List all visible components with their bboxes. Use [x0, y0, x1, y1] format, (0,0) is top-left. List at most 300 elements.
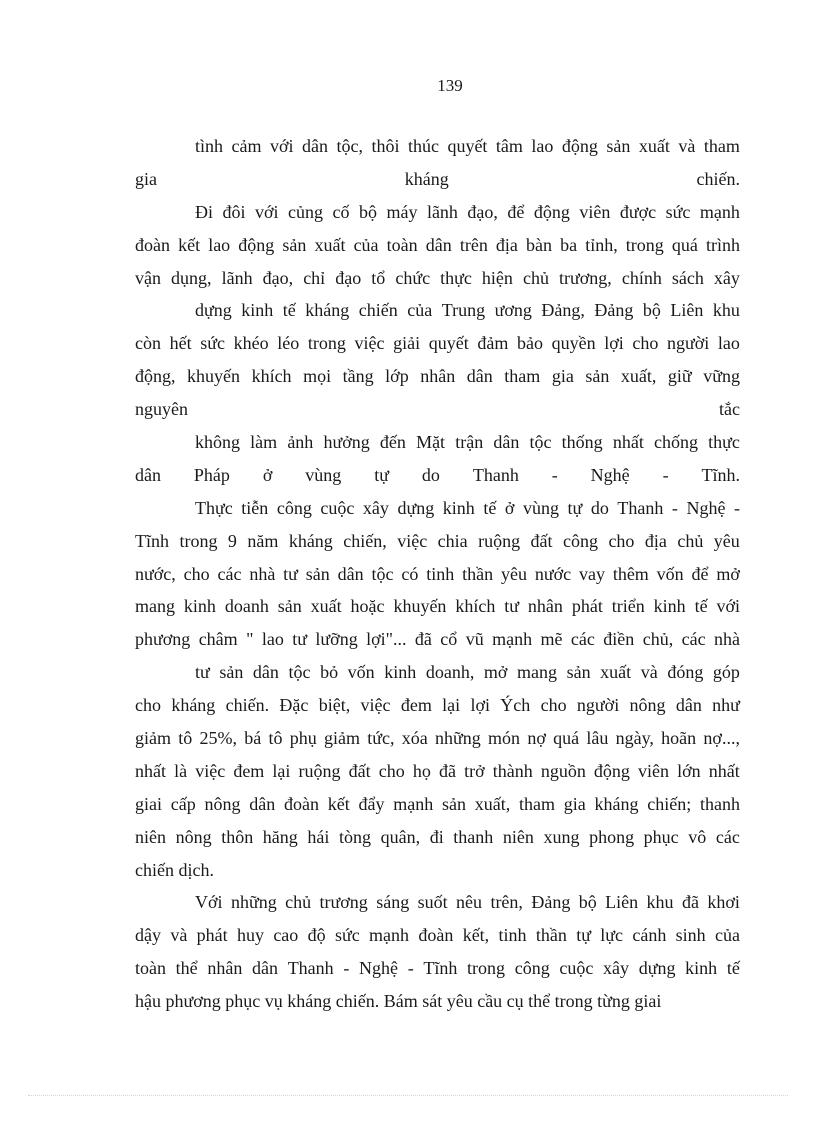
- word: dân: [675, 695, 702, 716]
- word: Mặt: [416, 432, 446, 453]
- word: ba: [560, 234, 578, 255]
- word: niên: [502, 826, 534, 847]
- word: họ: [412, 760, 431, 781]
- word: dân: [252, 958, 279, 979]
- word: đi: [429, 826, 444, 847]
- word: cuộc: [559, 958, 594, 979]
- text-line: [135, 327, 740, 360]
- word: sáng: [376, 892, 410, 913]
- word: mẽ: [540, 629, 563, 650]
- word: mạnh: [492, 629, 533, 650]
- footer-divider: [28, 1095, 788, 1096]
- word: mọi: [303, 366, 332, 387]
- word: doanh,: [425, 662, 475, 683]
- word: kháng: [171, 695, 216, 716]
- word: vùng: [522, 497, 559, 518]
- word: lao: [531, 136, 554, 156]
- word: Thanh: [472, 464, 519, 485]
- word: tộc: [371, 563, 394, 584]
- word: trên: [459, 234, 488, 255]
- word: toàn: [135, 958, 166, 979]
- word: chiến.: [225, 695, 270, 716]
- word: dân: [252, 662, 279, 683]
- word: -: [407, 958, 414, 979]
- word: gia: [551, 366, 574, 387]
- word: ruộng: [478, 530, 521, 551]
- word: khuyến: [187, 366, 241, 387]
- word: trương,: [559, 267, 612, 288]
- word: chủ: [677, 530, 704, 551]
- word: động: [533, 201, 570, 222]
- word: tộc: [529, 432, 552, 453]
- word: kháng: [288, 530, 333, 551]
- word: cho: [608, 530, 635, 551]
- word: kinh: [183, 596, 216, 617]
- word: vận: [135, 267, 161, 288]
- word: đã: [438, 760, 456, 781]
- word: kết: [178, 234, 201, 255]
- word: đoàn: [418, 925, 454, 946]
- word: bộ: [358, 201, 377, 222]
- text-line: [135, 196, 740, 229]
- word: cho: [632, 333, 659, 354]
- word: Thanh: [287, 958, 334, 979]
- page-number: 139: [437, 76, 463, 95]
- word: khích: [251, 366, 292, 387]
- word: mang: [517, 662, 558, 683]
- word: thực: [440, 267, 472, 288]
- word: trong: [179, 530, 218, 551]
- word: dân: [493, 432, 520, 453]
- word: những: [435, 728, 481, 749]
- word: tự: [576, 925, 591, 946]
- word: nhà: [249, 563, 276, 584]
- word: dựng: [638, 958, 676, 979]
- word: của: [407, 300, 433, 321]
- word: Thực: [195, 497, 233, 518]
- word: -: [343, 958, 350, 979]
- word: mạnh: [369, 925, 410, 946]
- word: -: [734, 497, 740, 518]
- word: xây: [362, 497, 389, 518]
- word: phong: [589, 826, 635, 847]
- word: quyết: [428, 333, 469, 354]
- word: nông: [629, 695, 666, 716]
- word: sức: [665, 201, 691, 222]
- word: kinh: [241, 300, 274, 321]
- word: doanh: [224, 596, 269, 617]
- word: thêm: [612, 563, 649, 584]
- word: lãnh: [426, 201, 458, 222]
- word: kháng: [594, 793, 639, 814]
- word: công: [562, 530, 598, 551]
- word: kinh: [384, 662, 417, 683]
- word: chiến,: [343, 530, 387, 551]
- word: khích: [455, 596, 496, 617]
- word: của: [353, 234, 379, 255]
- word: tô: [178, 728, 193, 749]
- word: quyền: [551, 333, 596, 354]
- word: đẩy: [358, 793, 385, 814]
- text-line: [135, 722, 740, 755]
- word: những: [230, 892, 277, 913]
- text-line: [135, 459, 740, 492]
- word: léo: [277, 333, 300, 354]
- word: tòng: [338, 826, 371, 847]
- word: ngày,: [615, 728, 654, 749]
- word: cuộc: [320, 497, 355, 518]
- word: ảnh: [287, 432, 314, 453]
- text-line: [135, 426, 740, 459]
- word: xây: [603, 958, 630, 979]
- word: nợ...,: [703, 728, 740, 749]
- text-line: [135, 229, 740, 262]
- word: vốn: [347, 662, 375, 683]
- word: chiến.: [696, 168, 740, 189]
- word: ": [246, 629, 254, 650]
- text-line: [135, 755, 740, 788]
- text-line: [135, 689, 740, 722]
- word: -: [551, 464, 558, 485]
- word: Tĩnh: [423, 958, 458, 979]
- text-line: [135, 590, 740, 623]
- word: sách: [671, 267, 704, 288]
- word: trong: [467, 958, 506, 979]
- word: lãnh: [221, 267, 253, 288]
- word: ở: [504, 497, 515, 518]
- word: và: [170, 925, 188, 946]
- word: tô: [268, 728, 283, 749]
- word: cho: [378, 760, 405, 781]
- word: Nghệ: [590, 464, 630, 485]
- word: tộc: [288, 662, 311, 683]
- word: sản: [219, 662, 244, 683]
- word: xuất,: [474, 793, 511, 814]
- text-line: [135, 393, 740, 426]
- word: mạnh: [393, 793, 434, 814]
- word: đạo,: [467, 201, 498, 222]
- word: vững: [703, 366, 740, 387]
- word: nhà: [713, 629, 740, 650]
- word: giảm: [135, 728, 171, 749]
- word: dụng,: [171, 267, 212, 288]
- word: thôn: [221, 826, 254, 847]
- word: sản: [282, 234, 307, 255]
- word: lợi: [604, 333, 624, 354]
- word: chủ: [285, 892, 312, 913]
- word: thúc: [407, 136, 439, 156]
- word: Trung: [441, 300, 486, 321]
- word: kinh: [442, 497, 475, 518]
- word: động,: [135, 366, 176, 387]
- word: nguồn: [540, 760, 586, 781]
- word: dân: [135, 464, 161, 485]
- word: vùng: [305, 464, 342, 485]
- word: nông: [204, 793, 241, 814]
- word: đến: [379, 432, 406, 453]
- word: đem: [233, 760, 265, 781]
- word: các: [681, 629, 706, 650]
- word: trong: [625, 234, 664, 255]
- word: phương: [135, 629, 191, 650]
- word: trận: [455, 432, 484, 453]
- word: chính: [621, 267, 662, 288]
- word: phục: [643, 826, 679, 847]
- word: trở: [464, 760, 485, 781]
- word: khéo: [233, 333, 269, 354]
- word: Đặc: [279, 695, 309, 716]
- word: địa: [495, 234, 518, 255]
- word: xây: [713, 267, 740, 288]
- word: việc: [397, 530, 428, 551]
- word: dậy: [135, 925, 161, 946]
- word: làm: [250, 432, 278, 453]
- word: tế: [483, 497, 497, 518]
- text-line: [135, 525, 740, 558]
- word: tư: [504, 596, 520, 617]
- word: cánh: [632, 925, 667, 946]
- word: viên: [638, 760, 670, 781]
- word: cố: [332, 201, 350, 222]
- word: nhất: [612, 432, 644, 453]
- word: Đi: [195, 201, 213, 222]
- word: tế: [282, 300, 296, 321]
- word: 25%,: [199, 728, 238, 749]
- word: các: [217, 563, 242, 584]
- word: hái: [307, 826, 330, 847]
- word: nước,: [135, 563, 176, 584]
- text-line: [135, 821, 740, 854]
- word: quân,: [380, 826, 421, 847]
- word: dân: [425, 234, 452, 255]
- word: công: [276, 497, 312, 518]
- text-line: [135, 623, 740, 656]
- word: tự: [567, 497, 583, 518]
- word: bộ: [578, 892, 597, 913]
- word: đoàn: [135, 234, 170, 255]
- word: như: [712, 695, 740, 716]
- word: nông: [175, 826, 212, 847]
- word: khu: [646, 892, 674, 913]
- word: giai: [135, 793, 162, 814]
- word: tư: [195, 662, 210, 683]
- word: sinh: [675, 925, 706, 946]
- word: Nghệ: [359, 958, 399, 979]
- word: máy: [386, 201, 418, 222]
- word: thanh: [699, 793, 740, 814]
- word: đã: [681, 892, 699, 913]
- word: hoãn: [661, 728, 697, 749]
- word: dựng: [397, 497, 435, 518]
- word: người: [667, 333, 710, 354]
- word: tế: [694, 596, 708, 617]
- word: lực: [600, 925, 624, 946]
- word: niên: [135, 826, 166, 847]
- word: lao: [261, 629, 284, 650]
- word: khơi: [707, 892, 740, 913]
- word: hiện: [481, 267, 513, 288]
- word: Đảng,: [541, 300, 585, 321]
- word: của: [715, 925, 740, 946]
- word: tham: [504, 366, 541, 387]
- word: thần: [462, 563, 494, 584]
- word: các: [715, 826, 740, 847]
- word: xuất: [600, 662, 632, 683]
- word: cấp: [170, 793, 196, 814]
- word: thể: [175, 958, 198, 979]
- word: tâm: [495, 136, 523, 156]
- word: ruộng: [298, 760, 341, 781]
- word: điền: [603, 629, 635, 650]
- word: dân: [466, 366, 493, 387]
- word: giải: [393, 333, 421, 354]
- word: kinh: [653, 596, 686, 617]
- word: tắc: [719, 399, 740, 420]
- word: sản: [277, 596, 302, 617]
- word: nhân: [527, 596, 563, 617]
- word: Ých: [500, 695, 531, 716]
- word: ở: [262, 464, 273, 485]
- word: nợ: [527, 728, 546, 749]
- word: -: [671, 497, 678, 518]
- word: toàn: [386, 234, 418, 255]
- word: phát: [571, 596, 603, 617]
- word: cao: [273, 925, 299, 946]
- word: món: [488, 728, 521, 749]
- word: đảm: [477, 333, 509, 354]
- word: Tĩnh.: [701, 464, 740, 485]
- word: triển: [611, 596, 645, 617]
- word: đem: [400, 695, 432, 716]
- word: do: [421, 464, 440, 485]
- word: việc: [354, 333, 385, 354]
- word: yêu: [713, 530, 740, 551]
- word: cho: [183, 563, 210, 584]
- word: nước: [534, 563, 572, 584]
- text-line: [135, 558, 740, 591]
- word: Liên: [605, 892, 639, 913]
- word: dân: [301, 136, 328, 156]
- word: động: [561, 136, 598, 156]
- text-line: [135, 656, 740, 689]
- word: chức: [395, 267, 431, 288]
- text-line: [135, 886, 740, 919]
- word: mạnh: [699, 201, 740, 222]
- word: nhân: [207, 958, 243, 979]
- word: nhân: [420, 366, 456, 387]
- word: bá: [244, 728, 262, 749]
- word: tinh: [498, 925, 527, 946]
- word: dân: [249, 793, 276, 814]
- word: năm: [247, 530, 279, 551]
- word: Nghệ: [686, 497, 726, 518]
- word: lâu: [586, 728, 609, 749]
- word: sản: [441, 793, 466, 814]
- word: thôi: [371, 136, 400, 156]
- word: viên: [579, 201, 611, 222]
- word: với: [269, 136, 294, 156]
- word: tham: [518, 793, 555, 814]
- word: Thanh: [617, 497, 664, 518]
- word: xuất: [310, 596, 342, 617]
- word: địa: [644, 530, 667, 551]
- text-line: [135, 492, 740, 525]
- word: còn: [135, 333, 161, 354]
- word: lợi"...: [366, 629, 407, 650]
- word: động: [238, 234, 275, 255]
- word: huy: [236, 925, 264, 946]
- word: giảm: [324, 728, 361, 749]
- word: lớn: [677, 760, 701, 781]
- word: cho: [540, 695, 567, 716]
- word: người: [576, 695, 620, 716]
- word: Tĩnh: [135, 530, 169, 551]
- word: và: [640, 662, 658, 683]
- word: dân: [337, 563, 364, 584]
- word: kháng: [404, 168, 449, 189]
- word: phát: [196, 925, 228, 946]
- word: lao: [717, 333, 740, 354]
- word: Đảng: [531, 892, 571, 913]
- text-line: [135, 360, 740, 393]
- word: Pháp: [193, 464, 230, 485]
- word: đạo: [335, 267, 362, 288]
- word: gia: [135, 168, 157, 189]
- word: xuất,: [620, 366, 657, 387]
- word: trên,: [490, 892, 523, 913]
- word: sức: [334, 925, 360, 946]
- word: sức: [200, 333, 225, 354]
- word: lại: [442, 695, 461, 716]
- word: cổ: [440, 629, 458, 650]
- word: ương: [494, 300, 532, 321]
- text-line: [135, 952, 740, 985]
- word: chống: [654, 432, 698, 453]
- word: tức,: [367, 728, 395, 749]
- word: lớp: [385, 366, 409, 387]
- word: có: [401, 563, 419, 584]
- word: yêu: [500, 563, 527, 584]
- word: chiến: [358, 300, 398, 321]
- word: chủ,: [642, 629, 674, 650]
- word: đất: [348, 760, 371, 781]
- word: không: [195, 432, 240, 453]
- word: sản: [606, 136, 631, 156]
- word: hoặc: [350, 596, 385, 617]
- word: tình: [195, 136, 224, 156]
- word: kháng: [305, 300, 350, 321]
- word: tầng: [342, 366, 374, 387]
- word: củng: [288, 201, 323, 222]
- word: tiễn: [241, 497, 269, 518]
- word: xuất: [638, 136, 670, 156]
- word: góp: [712, 662, 740, 683]
- word: lợi: [470, 695, 490, 716]
- word: là: [174, 760, 188, 781]
- word: tỉnh,: [585, 234, 618, 255]
- text-line: hậu phương phục vụ kháng chiến. Bám sát yêu cầu cụ thể trong từng giai: [135, 991, 662, 1012]
- document-body: [135, 130, 740, 1018]
- word: xuất: [314, 234, 346, 255]
- word: trong: [307, 333, 346, 354]
- word: suốt: [417, 892, 448, 913]
- word: sản: [585, 366, 610, 387]
- word: thanh: [453, 826, 494, 847]
- word: Đảng: [594, 300, 634, 321]
- word: chia: [437, 530, 468, 551]
- word: nguyên: [135, 399, 188, 420]
- word: nhất: [135, 760, 166, 781]
